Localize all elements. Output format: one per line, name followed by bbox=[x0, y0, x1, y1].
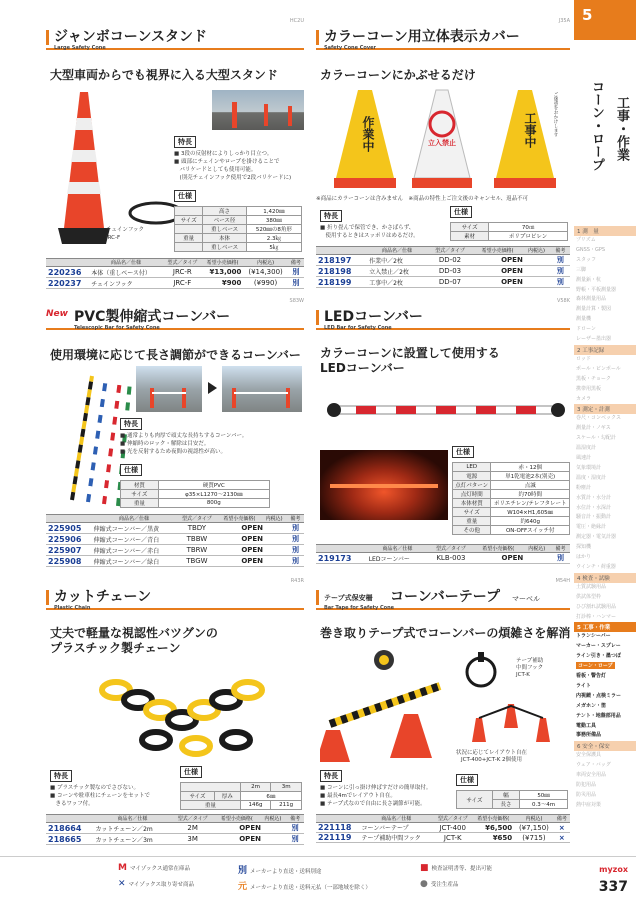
spec-row: 本体材質 ポリエチレン/テレフタレート bbox=[453, 499, 570, 508]
product-code: 218664 bbox=[46, 823, 93, 834]
section-led-bar bbox=[316, 298, 570, 574]
product-model: DD-03 bbox=[427, 266, 473, 277]
product-delivery-mark: 別 bbox=[551, 255, 570, 266]
section-title-en: Bar Tape for Safety Cone bbox=[324, 605, 395, 611]
product-model: TBDY bbox=[176, 523, 217, 534]
product-price-tax: (¥7,150) bbox=[514, 823, 554, 833]
spec-label: 仕様 bbox=[174, 190, 196, 202]
index-item: 温度・湿度計 bbox=[576, 474, 607, 481]
index-item: 安全保護具 bbox=[576, 752, 602, 759]
section-title: カラーコーン用立体表示カバー bbox=[324, 29, 520, 45]
product-delivery-mark: 別 bbox=[288, 267, 304, 278]
index-item: はかり bbox=[576, 554, 592, 560]
product-code: 225908 bbox=[46, 556, 92, 567]
product-delivery-mark: 別 bbox=[551, 553, 570, 564]
section-tagline: カラーコーンにかぶせるだけ bbox=[320, 68, 476, 82]
order-table bbox=[46, 814, 304, 845]
index-item: トランシーバー bbox=[576, 633, 611, 640]
table-row[interactable] bbox=[316, 553, 570, 564]
product-delivery-mark: 別 bbox=[286, 834, 304, 845]
spec-label: 仕様 bbox=[452, 446, 474, 458]
layout-caption: 状況に応じてレイアウト自在 JCT-400+JCT-K 2個使用 bbox=[456, 750, 528, 763]
index-item: 電圧・絶縁計 bbox=[576, 524, 607, 531]
product-code: 218665 bbox=[46, 834, 93, 845]
product-code: 221118 bbox=[316, 823, 360, 833]
index-item: 看板・警告灯 bbox=[576, 673, 607, 679]
product-delivery-mark: 別 bbox=[551, 277, 570, 288]
index-item: 水質計・水分計 bbox=[576, 494, 612, 501]
product-delivery-mark: 別 bbox=[288, 278, 304, 289]
spec-row: 2m 3m bbox=[181, 783, 302, 792]
product-model: JRC-F bbox=[163, 278, 202, 289]
index-item: ライン引き・墨つぼ bbox=[576, 653, 621, 660]
product-code: 225906 bbox=[46, 534, 92, 545]
legend-mark: M bbox=[118, 863, 127, 873]
product-name: 工事中／2枚 bbox=[367, 277, 427, 288]
index-item: GNSS・GPS bbox=[576, 246, 606, 253]
header-accent bbox=[316, 590, 319, 605]
index-item: ウェア・バッグ bbox=[576, 762, 611, 769]
spec-row: 重量 本体 2.3㎏ bbox=[175, 234, 302, 243]
jumbo-cone-image bbox=[54, 88, 114, 248]
index-group-head: 1 測 量 bbox=[574, 226, 636, 236]
section-title-en: Safety Cone Cover bbox=[324, 45, 376, 51]
product-delivery-mark: × bbox=[554, 823, 570, 833]
spec-table bbox=[456, 790, 568, 809]
index-item: マーカー・スプレー bbox=[576, 643, 621, 650]
product-price: OPEN bbox=[473, 266, 551, 277]
table-row[interactable] bbox=[46, 556, 304, 567]
section-title-en: Plastic Chain bbox=[54, 605, 91, 611]
index-item: 温湿度計 bbox=[576, 445, 597, 452]
product-price: OPEN bbox=[217, 556, 286, 567]
section-title-en: Telescopic Bar for Safety Cone bbox=[74, 325, 160, 331]
legend-mark: 別 bbox=[238, 866, 248, 876]
feature-label: 特長 bbox=[174, 136, 196, 148]
hook-image bbox=[456, 650, 506, 690]
table-row[interactable] bbox=[46, 523, 304, 534]
product-name: 伸縮式コーンバー／青白 bbox=[92, 534, 177, 545]
legend-item bbox=[118, 863, 190, 873]
index-item: プリズム bbox=[576, 237, 596, 243]
index-item: ロッド bbox=[576, 355, 591, 362]
product-delivery-mark: × bbox=[554, 833, 570, 843]
section-title: カットチェーン bbox=[54, 589, 152, 605]
spec-label: 仕様 bbox=[120, 464, 142, 476]
spec-row: サイズ 70㎝ bbox=[451, 223, 568, 232]
product-code: 220236 bbox=[46, 267, 89, 278]
product-code: 218199 bbox=[316, 277, 367, 288]
product-price: OPEN bbox=[217, 545, 286, 556]
product-code: 220237 bbox=[46, 278, 89, 289]
feature-label: 特長 bbox=[50, 770, 72, 782]
product-name: 作業中／2枚 bbox=[367, 255, 427, 266]
feature-label: 特長 bbox=[120, 418, 142, 430]
product-model: TBGW bbox=[176, 556, 217, 567]
section-header bbox=[316, 28, 570, 50]
index-item: スタッフ bbox=[576, 256, 597, 263]
product-price-tax: (¥14,300) bbox=[243, 267, 287, 278]
product-model: TBBW bbox=[176, 534, 217, 545]
index-item: ウインチ・荷重器 bbox=[576, 563, 616, 570]
header-accent bbox=[316, 30, 319, 45]
feature-text-1: ■ 折り畳んで保管でき、かさばらず、 使用するときはスッポリはめるだけ。 bbox=[320, 225, 419, 239]
index-item: 防犯用品 bbox=[576, 782, 597, 788]
order-header-row: 商品名／仕様 型式／タイプ 希望小売価格( 内税込) 備考 bbox=[316, 247, 570, 255]
table-row[interactable] bbox=[316, 833, 570, 843]
index-item: コーン・ロープ bbox=[578, 663, 613, 670]
index-item: 黒板・チョーク bbox=[576, 375, 611, 382]
tape-cones-image bbox=[320, 646, 450, 766]
index-item: 気象環境計 bbox=[576, 464, 602, 471]
order-table bbox=[316, 246, 570, 288]
feature-text-2: ■ 最長4mでレイアウト自在。 bbox=[320, 793, 396, 799]
product-code: 221119 bbox=[316, 833, 360, 843]
section-title: ジャンボコーンスタンド bbox=[54, 29, 208, 45]
product-model: JRC-R bbox=[163, 267, 202, 278]
product-model: 2M bbox=[171, 823, 214, 834]
cover-badge-text: ご迷惑をおかけします bbox=[553, 92, 558, 137]
spec-row: サイズ φ35×L1270～2130㎜ bbox=[121, 490, 270, 499]
index-group-head: 5 工事・作業 bbox=[574, 622, 636, 632]
spec-row: 素材 ポリプロピレン bbox=[451, 232, 568, 241]
index-item: ライト bbox=[576, 682, 591, 689]
jumbo-site-photo bbox=[212, 90, 304, 130]
section-title: PVC製伸縮式コーンバー bbox=[74, 309, 231, 325]
product-name: カットチェーン／2m bbox=[93, 823, 171, 834]
led-night-photo bbox=[320, 450, 448, 520]
legend-mark: ✕ bbox=[118, 879, 126, 889]
index-item: ドローン bbox=[576, 326, 596, 333]
legend-item bbox=[238, 879, 371, 892]
spec-row: 高さ 1,420㎜ bbox=[175, 207, 302, 216]
section-header bbox=[46, 308, 304, 330]
feature-text-1: ■ 3段の反射材によりしっかり目立つ。 bbox=[174, 151, 273, 157]
section-tagline: 大型車両からでも視界に入る大型スタンド bbox=[50, 68, 278, 82]
product-name: カットチェーン／3m bbox=[93, 834, 171, 845]
product-price: OPEN bbox=[217, 523, 286, 534]
product-name: 本体（重しベース付） bbox=[89, 267, 163, 278]
order-table bbox=[46, 258, 304, 289]
product-model: DD-02 bbox=[427, 255, 473, 266]
product-delivery-mark: 別 bbox=[287, 556, 304, 567]
product-name: コーンバーテープ bbox=[360, 823, 434, 833]
spec-row: LED 赤・12個 bbox=[453, 463, 570, 472]
legend-item bbox=[238, 863, 321, 876]
product-price-tax: (¥715) bbox=[514, 833, 554, 843]
new-badge: New bbox=[46, 309, 68, 319]
product-name: LEDコーンバー bbox=[367, 553, 428, 564]
spec-label: 仕様 bbox=[450, 206, 472, 218]
section-tagline: 丈夫で軽量な視認性バツグンの プラスチック製チェーン bbox=[50, 626, 218, 655]
header-accent bbox=[316, 310, 319, 325]
feature-label: 特長 bbox=[320, 770, 342, 782]
spec-row: 重量 800g bbox=[121, 499, 270, 508]
feature-text-1: ■ 通常よりも肉厚で頑丈な長持ちするコーンバー。 bbox=[120, 433, 248, 439]
section-header bbox=[46, 28, 304, 50]
section-header bbox=[316, 308, 570, 330]
index-item: 防災用品 bbox=[576, 791, 597, 798]
index-item: 熱中症対策 bbox=[576, 801, 602, 808]
product-price: OPEN bbox=[214, 834, 286, 845]
header-accent bbox=[46, 30, 49, 45]
table-row[interactable] bbox=[46, 534, 304, 545]
table-row[interactable] bbox=[316, 266, 570, 277]
legend-mark: ● bbox=[420, 879, 428, 889]
index-item: 打診棒・ハンマー bbox=[576, 613, 617, 620]
index-item: 測量機 bbox=[576, 316, 592, 323]
section-cone-bar-tape bbox=[316, 578, 571, 852]
index-item: 粉塵計 bbox=[576, 484, 592, 491]
item-code-tag: R43R bbox=[290, 578, 304, 584]
spec-table bbox=[174, 206, 302, 252]
cover-no-entry-text: 立入禁止 bbox=[428, 139, 456, 147]
index-group-head: 6 安全・保安 bbox=[574, 741, 636, 751]
index-item: テント・地盤部用品 bbox=[576, 712, 621, 719]
section-cut-chain bbox=[46, 578, 304, 852]
arrow-right-icon bbox=[208, 382, 217, 394]
index-item: 携帯用黒板 bbox=[576, 385, 602, 392]
spec-table bbox=[120, 480, 270, 508]
item-code-tag: V58K bbox=[556, 298, 570, 304]
spec-row: 重しベース 5㎏ bbox=[175, 243, 302, 252]
product-name: 伸縮式コーンバー／黒黄 bbox=[92, 523, 177, 534]
table-row[interactable] bbox=[316, 823, 570, 833]
product-model: JCT-400 bbox=[433, 823, 472, 833]
product-price: ¥13,000 bbox=[202, 267, 244, 278]
index-item: ひび割れ試験用品 bbox=[576, 603, 617, 610]
product-delivery-mark: 別 bbox=[287, 545, 304, 556]
index-item: 供試体型枠 bbox=[576, 593, 602, 600]
product-price: ¥650 bbox=[472, 833, 514, 843]
product-delivery-mark: 別 bbox=[287, 523, 304, 534]
legend-text: メーカーより直送・送料別途 bbox=[250, 869, 322, 875]
legend-item bbox=[118, 879, 194, 889]
index-item: ポール・ピンポール bbox=[576, 365, 621, 372]
spec-row: 長さ 0.3～4m bbox=[457, 800, 568, 809]
product-price: OPEN bbox=[214, 823, 286, 834]
feature-text-1: ■ コーンに引っ掛け伸ばすだけの簡単取付。 bbox=[320, 785, 432, 791]
index-item: 風速計 bbox=[576, 455, 592, 461]
legend-text: マイゾックス通常在庫品 bbox=[129, 866, 190, 872]
product-price: OPEN bbox=[473, 255, 551, 266]
spec-row: 点灯時間 約70時間 bbox=[453, 490, 570, 499]
legend-item bbox=[420, 863, 492, 873]
layout-diagram bbox=[466, 698, 556, 748]
index-item: 三脚 bbox=[576, 266, 587, 273]
feature-text-3: ■ 光を反射するため夜間の視認性が高い。 bbox=[120, 449, 226, 455]
page-footer bbox=[0, 856, 636, 900]
spec-table bbox=[180, 782, 302, 810]
feature-text-3: ■ テープ式なので自由に長さ調節が可能。 bbox=[320, 801, 426, 807]
index-item: 内視鏡・点検ミラー bbox=[576, 692, 622, 699]
product-code: 219173 bbox=[316, 553, 367, 564]
table-row[interactable] bbox=[316, 277, 570, 288]
index-item: メガホン・笛 bbox=[576, 702, 607, 709]
spec-row: サイズ W104×H1,605㎜ bbox=[453, 508, 570, 517]
chapter-subtitle: コーン・ロープ bbox=[589, 80, 604, 171]
cover-note: ※商品にカラーコーンは含みません ※商品の特性上ご注文後のキャンセル、返品不可 bbox=[316, 196, 529, 202]
index-group-head: 4 検査・試験 bbox=[574, 573, 636, 583]
section-tagline: 使用環境に応じて長さ調節ができるコーンバー bbox=[50, 348, 301, 362]
legend-item bbox=[420, 879, 458, 889]
item-code-tag: M54H bbox=[555, 578, 570, 584]
product-model: DD-07 bbox=[427, 277, 473, 288]
order-table bbox=[316, 544, 570, 564]
legend-text: メーカーより直送・送料元払（一部地域を除く） bbox=[250, 885, 371, 891]
pvc-photo-after bbox=[222, 366, 302, 412]
index-item: カメラ bbox=[576, 395, 592, 402]
product-model: KLB-003 bbox=[428, 553, 474, 564]
product-name: 伸縮式コーンバー／緑白 bbox=[92, 556, 177, 567]
chapter-number: 5 bbox=[574, 0, 636, 40]
feature-text-2: ■ 伸縮時のロック・解除は目安だ。 bbox=[120, 441, 210, 447]
index-item: 測量鋲・杭 bbox=[576, 276, 602, 283]
page-number: 337 bbox=[598, 879, 628, 895]
chapter-title: 工事・作業 bbox=[614, 96, 629, 161]
feature-text-1: ■ プラスチック製なのでさびない。 bbox=[50, 785, 140, 791]
legend-text: 受注生産品 bbox=[430, 882, 459, 888]
product-code: 218197 bbox=[316, 255, 367, 266]
table-row[interactable] bbox=[46, 278, 304, 289]
product-delivery-mark: 別 bbox=[287, 534, 304, 545]
section-header bbox=[316, 588, 570, 610]
legend-text: マイゾックス取り寄せ商品 bbox=[128, 882, 195, 888]
product-delivery-mark: 別 bbox=[286, 823, 304, 834]
table-row[interactable] bbox=[46, 267, 304, 278]
chain-image bbox=[86, 660, 286, 770]
cover-work-text: 作業中 bbox=[361, 116, 375, 152]
product-model: TBRW bbox=[176, 545, 217, 556]
item-code-tag: J35A bbox=[558, 18, 570, 24]
item-code-tag: S83W bbox=[289, 298, 304, 304]
product-name: 伸縮式コーンバー／赤白 bbox=[92, 545, 177, 556]
table-row[interactable] bbox=[46, 823, 304, 834]
section-subtitle: テープ式保安柵 bbox=[324, 594, 373, 602]
spec-row: 点灯パターン 点滅 bbox=[453, 481, 570, 490]
section-header bbox=[46, 588, 304, 610]
product-code: 225905 bbox=[46, 523, 92, 534]
index-item: 電動工具 bbox=[576, 722, 597, 729]
index-item: 探知機 bbox=[576, 544, 592, 551]
section-title: コーンバーテープ bbox=[390, 589, 501, 605]
legend-mark: 元 bbox=[238, 882, 248, 892]
index-item: 土質試験用品 bbox=[576, 583, 607, 590]
spec-row: サイズ ベース径 380㎜ bbox=[175, 216, 302, 225]
order-header-row: 商品名／仕様 型式／タイプ 希望小売価格( 内税込) 備考 bbox=[316, 815, 570, 823]
product-name: テープ補助中間フック bbox=[360, 833, 434, 843]
feature-text-2: ■ コーンや駐車柱にチェーンをセットで きるワッフ付。 bbox=[50, 793, 151, 807]
product-price-tax: (¥990) bbox=[243, 278, 287, 289]
feature-text-2: ■ 頭部にチェインやロープを掛けることで バリケードとしても使用可能。 (別売チェインフック使用で2段バリケードに) bbox=[174, 159, 292, 181]
index-item: 車両安全用品 bbox=[576, 772, 607, 779]
table-row[interactable] bbox=[316, 255, 570, 266]
index-item: 測定器・電気計器 bbox=[576, 534, 617, 541]
order-header-row: 商品名／仕様 型式／タイプ 希望小売価格( 内税込) 備考 bbox=[46, 815, 304, 823]
product-price: OPEN bbox=[474, 553, 551, 564]
hook-caption: テープ補助 中間フック JCT-K bbox=[516, 658, 544, 678]
index-item: 測量計・ノギス bbox=[576, 425, 611, 432]
order-header-row: 商品名／仕様 型式／タイプ 希望小売価格( 内税込) 備考 bbox=[46, 259, 304, 267]
feature-label: 特長 bbox=[320, 210, 342, 222]
index-item: 測量計算・製図 bbox=[576, 306, 612, 313]
index-item: 騒音計・振動計 bbox=[576, 514, 612, 521]
legend-mark: ■ bbox=[420, 863, 429, 873]
section-title-en: LED Bar for Safety Cone bbox=[324, 325, 392, 331]
section-tagline: 巻き取りテープ式でコーンバーの煩雑さを解消 bbox=[320, 626, 571, 640]
spec-row: 材質 硬質PVC bbox=[121, 481, 270, 490]
product-price: OPEN bbox=[217, 534, 286, 545]
spec-row: 重量 約640g bbox=[453, 517, 570, 526]
product-code: 218198 bbox=[316, 266, 367, 277]
product-price: ¥6,500 bbox=[472, 823, 514, 833]
index-group-head: 3 測定・計測 bbox=[574, 404, 636, 414]
index-item: 野帳・平板測量器 bbox=[576, 286, 617, 293]
order-header-row: 商品名／仕様 型式／タイプ 希望小売価格( 内税込) 備考 bbox=[316, 545, 570, 553]
spec-row: 電源 単1乾電池2本(別売) bbox=[453, 472, 570, 481]
item-code-tag: HC2U bbox=[289, 18, 304, 24]
spec-row: 重しベース 520㎜の8角形 bbox=[175, 225, 302, 234]
product-model: 3M bbox=[171, 834, 214, 845]
product-name: 立入禁止／2枚 bbox=[367, 266, 427, 277]
section-title: LEDコーンバー bbox=[324, 309, 423, 325]
order-header-row: 商品名／仕様 型式／タイプ 希望小売価格( 内税込) 備考 bbox=[46, 515, 304, 523]
cover-construction-text: 工事中 bbox=[523, 112, 537, 148]
spec-table bbox=[450, 222, 568, 241]
product-name: チェインフック bbox=[89, 278, 163, 289]
spec-row: 重量 146g 211g bbox=[181, 800, 302, 809]
header-accent bbox=[46, 590, 49, 605]
section-pvc-bar bbox=[46, 298, 304, 574]
pvc-photo-before bbox=[136, 366, 202, 412]
hook-caption: チェインフック JRC-F bbox=[106, 227, 144, 241]
legend-text: 検査証明書等、提出可能 bbox=[431, 866, 493, 872]
led-bar-image bbox=[326, 402, 566, 418]
table-row[interactable] bbox=[46, 834, 304, 845]
spec-row: その他 ON-OFFスイッチ付 bbox=[453, 526, 570, 535]
spec-label: 仕様 bbox=[456, 774, 478, 786]
brand-logo: myzox bbox=[599, 865, 628, 874]
index-group-head: 2 工事記録 bbox=[574, 345, 636, 355]
maker-name: マーベル bbox=[512, 595, 540, 603]
product-delivery-mark: 別 bbox=[551, 266, 570, 277]
order-table bbox=[46, 514, 304, 567]
spec-row: サイズ 幅 50㎜ bbox=[457, 791, 568, 800]
index-item: 事務所備品 bbox=[576, 732, 602, 739]
order-table bbox=[316, 814, 570, 843]
index-item: 巻尺・コンベックス bbox=[576, 415, 621, 422]
section-tagline: カラーコーンに設置して使用する LEDコーンバー bbox=[320, 346, 500, 375]
spec-row: サイズ 厚み 6㎜ bbox=[181, 791, 302, 800]
section-jumbo-cone bbox=[46, 18, 304, 294]
spec-table bbox=[452, 462, 570, 535]
spec-label: 仕様 bbox=[180, 766, 202, 778]
index-item: レーザー墨出器 bbox=[576, 336, 612, 342]
table-row[interactable] bbox=[46, 545, 304, 556]
product-model: JCT-K bbox=[433, 833, 472, 843]
product-price: ¥900 bbox=[202, 278, 244, 289]
product-price: OPEN bbox=[473, 277, 551, 288]
product-code: 225907 bbox=[46, 545, 92, 556]
section-cone-cover bbox=[316, 18, 570, 294]
index-item: スケール・勾配計 bbox=[576, 435, 616, 442]
section-title-en: Large Safety Cone bbox=[54, 45, 106, 51]
index-item: 水位計・水深計 bbox=[576, 504, 612, 511]
index-item: 森林測量用品 bbox=[576, 296, 607, 303]
